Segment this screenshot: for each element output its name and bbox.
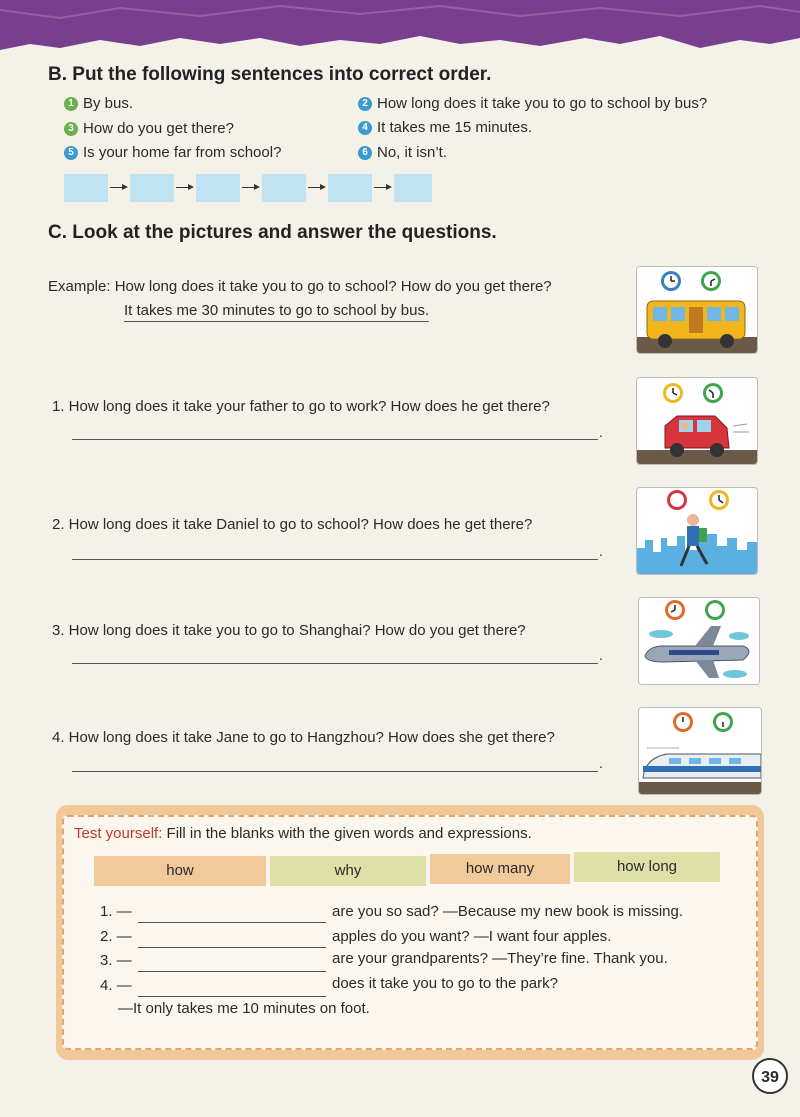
number-badge: 1 xyxy=(64,97,78,111)
period-mark: . xyxy=(599,543,603,559)
test-last-line: —It only takes me 10 minutes on foot. xyxy=(118,1000,370,1017)
question-1: 1. How long does it take your father to go to work? How does he get there? xyxy=(52,398,550,415)
word-how: how xyxy=(94,856,266,886)
period-mark: . xyxy=(599,424,603,440)
word-how-long: how long xyxy=(574,852,720,882)
plane-picture xyxy=(638,597,760,685)
question-3: 3. How long does it take you to go to Shanghai? How do you get there? xyxy=(52,622,526,639)
header-decoration xyxy=(0,0,800,70)
train-picture xyxy=(638,707,762,795)
page-number: 39 xyxy=(752,1058,788,1094)
arrow-right-icon xyxy=(306,174,328,202)
sentence-3 xyxy=(64,120,234,137)
example-answer: It takes me 30 minutes to go to school by bus. xyxy=(124,302,429,322)
order-box-1[interactable] xyxy=(64,174,108,202)
example-label: Example: xyxy=(48,278,111,295)
order-box-5[interactable] xyxy=(328,174,372,202)
walking-picture xyxy=(636,487,758,575)
test-row-text-4: does it take you to go to the park? xyxy=(332,975,558,992)
question-2: 2. How long does it take Daniel to go to school? How does he get there? xyxy=(52,516,533,533)
word-how-many: how many xyxy=(430,854,570,884)
period-mark: . xyxy=(599,755,603,771)
sentence-text: Is your home far from school? xyxy=(83,144,282,161)
arrow-right-icon xyxy=(240,174,262,202)
order-box-2[interactable] xyxy=(130,174,174,202)
example-question-line xyxy=(48,278,552,295)
example-question: How long does it take you to go to school? How do you get there? xyxy=(114,278,552,295)
question-4: 4. How long does it take Jane to go to Hangzhou? How does she get there? xyxy=(52,729,555,746)
car-picture xyxy=(636,377,758,465)
test-row-num-2: 2. — xyxy=(100,928,132,945)
test-row-num-3: 3. — xyxy=(100,952,132,969)
test-row-num-4: 4. — xyxy=(100,977,132,994)
test-row-num-1: 1. — xyxy=(100,903,132,920)
test-row-text-2: apples do you want? —I want four apples. xyxy=(332,928,612,945)
blank-4[interactable] xyxy=(138,996,326,997)
sentence-text: By bus. xyxy=(83,95,134,112)
sentence-6 xyxy=(358,144,447,161)
word-why: why xyxy=(270,856,426,886)
order-box-4[interactable] xyxy=(262,174,306,202)
number-badge: 6 xyxy=(358,146,372,160)
order-box-3[interactable] xyxy=(196,174,240,202)
blank-1[interactable] xyxy=(138,922,326,923)
section-b-title: B. Put the following sentences into correct order. xyxy=(48,64,492,85)
sentence-text: No, it isn’t. xyxy=(377,144,448,161)
sentence-5 xyxy=(64,144,281,161)
test-instruction-line xyxy=(74,825,532,842)
answer-line-1[interactable] xyxy=(72,438,598,440)
period-mark: . xyxy=(599,647,603,663)
number-badge: 2 xyxy=(358,97,372,111)
blank-2[interactable] xyxy=(138,947,326,948)
sentence-2 xyxy=(358,95,707,112)
answer-line-2[interactable] xyxy=(72,558,598,560)
bus-picture xyxy=(636,266,758,354)
blank-3[interactable] xyxy=(138,971,326,972)
sentence-text: How do you get there? xyxy=(83,120,234,137)
number-badge: 3 xyxy=(64,122,78,136)
sentence-text: How long does it take you to go to school by bus? xyxy=(377,95,708,112)
test-row-text-1: are you so sad? —Because my new book is missing. xyxy=(332,903,683,920)
answer-line-4[interactable] xyxy=(72,770,598,772)
arrow-right-icon xyxy=(372,174,394,202)
order-box-6[interactable] xyxy=(394,174,432,202)
test-row-text-3: are your grandparents? —They’re fine. Thank you. xyxy=(332,950,668,967)
section-c-title: C. Look at the pictures and answer the questions. xyxy=(48,222,497,243)
test-instruction: Fill in the blanks with the given words and expressions. xyxy=(166,825,532,842)
sentence-1 xyxy=(64,95,133,112)
number-badge: 4 xyxy=(358,121,372,135)
arrow-right-icon xyxy=(108,174,130,202)
number-badge: 5 xyxy=(64,146,78,160)
test-label: Test yourself: xyxy=(74,825,163,842)
sentence-4 xyxy=(358,119,532,136)
sentence-text: It takes me 15 minutes. xyxy=(377,119,533,136)
answer-line-3[interactable] xyxy=(72,662,598,664)
arrow-right-icon xyxy=(174,174,196,202)
order-answer-row xyxy=(64,174,432,202)
